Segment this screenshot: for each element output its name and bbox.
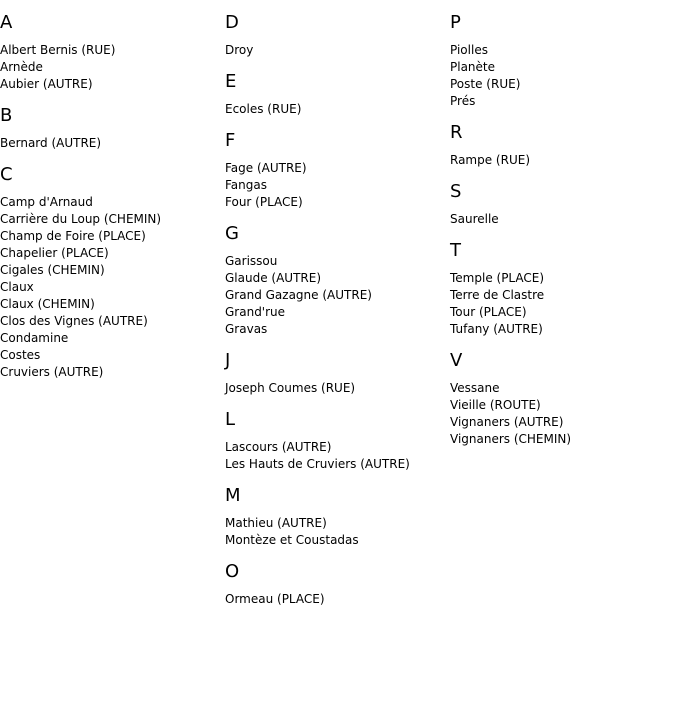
index-column-1	[0, 0, 225, 381]
street-item-glaude-autre: Glaude (AUTRE)	[225, 271, 322, 285]
letter-heading: R	[450, 122, 463, 143]
street-item-fage-autre: Fage (AUTRE)	[225, 161, 307, 175]
street-item-claux: Claux	[0, 280, 34, 294]
street-item-temple-place: Temple (PLACE)	[450, 271, 545, 285]
street-item-vessane: Vessane	[450, 381, 500, 395]
street-item-rampe-rue: Rampe (RUE)	[450, 153, 530, 167]
street-list	[225, 42, 450, 59]
letter-heading: G	[225, 223, 239, 244]
index-column-3	[450, 0, 675, 448]
street-item-planete: Planète	[450, 60, 495, 74]
letter-section-d	[225, 12, 450, 59]
street-item-gravas: Gravas	[225, 322, 268, 336]
letter-section-c	[0, 164, 225, 381]
street-item-bernard-autre: Bernard (AUTRE)	[0, 136, 102, 150]
street-item-grand-rue: Grand'rue	[225, 305, 286, 319]
street-item-vignaners-autre: Vignaners (AUTRE)	[450, 415, 564, 429]
street-item-poste-rue: Poste (RUE)	[450, 77, 521, 91]
street-list	[0, 42, 225, 93]
letter-section-a	[0, 12, 225, 93]
street-item-condamine: Condamine	[0, 331, 69, 345]
street-list	[450, 211, 675, 228]
street-item-grand-gazagne-autre: Grand Gazagne (AUTRE)	[225, 288, 372, 302]
street-item-albert-bernis-rue: Albert Bernis (RUE)	[0, 43, 116, 57]
letter-section-l	[225, 409, 450, 473]
letter-heading: L	[225, 409, 236, 430]
street-item-tufany-autre: Tufany (AUTRE)	[450, 322, 543, 336]
street-list	[225, 380, 450, 397]
street-item-camp-d-arnaud: Camp d'Arnaud	[0, 195, 93, 209]
street-item-saurelle: Saurelle	[450, 212, 499, 226]
street-list	[225, 101, 450, 118]
street-list	[450, 42, 675, 110]
street-item-carriere-du-loup-chemin: Carrière du Loup (CHEMIN)	[0, 212, 162, 226]
letter-section-t	[450, 240, 675, 338]
letter-heading: J	[225, 350, 231, 371]
letter-section-r	[450, 122, 675, 169]
street-list	[450, 380, 675, 448]
letter-heading: M	[225, 485, 241, 506]
street-item-lascours-autre: Lascours (AUTRE)	[225, 440, 332, 454]
letter-heading: P	[450, 12, 461, 33]
street-item-vieille-route: Vieille (ROUTE)	[450, 398, 541, 412]
street-item-vignaners-chemin: Vignaners (CHEMIN)	[450, 432, 572, 446]
street-item-chapelier-place: Chapelier (PLACE)	[0, 246, 109, 260]
letter-heading: S	[450, 181, 462, 202]
letter-section-g	[225, 223, 450, 338]
letter-heading: E	[225, 71, 237, 92]
letter-heading: A	[0, 12, 13, 33]
street-item-les-hauts-de-cruviers-autre: Les Hauts de Cruviers (AUTRE)	[225, 457, 410, 471]
street-list	[450, 270, 675, 338]
street-item-piolles: Piolles	[450, 43, 488, 57]
street-list	[225, 591, 450, 608]
street-list	[225, 160, 450, 211]
street-item-tour-place: Tour (PLACE)	[450, 305, 527, 319]
street-item-ecoles-rue: Ecoles (RUE)	[225, 102, 302, 116]
letter-section-o	[225, 561, 450, 608]
street-item-joseph-coumes-rue: Joseph Coumes (RUE)	[225, 381, 356, 395]
letter-section-e	[225, 71, 450, 118]
letter-heading: F	[225, 130, 236, 151]
letter-section-f	[225, 130, 450, 211]
street-item-cruviers-autre: Cruviers (AUTRE)	[0, 365, 104, 379]
street-item-champ-de-foire-place: Champ de Foire (PLACE)	[0, 229, 146, 243]
index-column-2	[225, 0, 450, 608]
street-item-clos-des-vignes-autre: Clos des Vignes (AUTRE)	[0, 314, 148, 328]
letter-section-v	[450, 350, 675, 448]
letter-section-b	[0, 105, 225, 152]
street-list	[0, 135, 225, 152]
letter-heading: B	[0, 105, 13, 126]
street-item-costes: Costes	[0, 348, 41, 362]
street-item-monteze-et-coustadas: Montèze et Coustadas	[225, 533, 359, 547]
street-item-claux-chemin: Claux (CHEMIN)	[0, 297, 95, 311]
letter-heading: O	[225, 561, 240, 582]
street-list	[225, 439, 450, 473]
street-list	[225, 515, 450, 549]
letter-section-p	[450, 12, 675, 110]
street-item-aubier-autre: Aubier (AUTRE)	[0, 77, 93, 91]
street-item-mathieu-autre: Mathieu (AUTRE)	[225, 516, 327, 530]
letter-heading: C	[0, 164, 13, 185]
letter-section-s	[450, 181, 675, 228]
letter-heading: V	[450, 350, 463, 371]
street-list	[450, 152, 675, 169]
street-item-terre-de-clastre: Terre de Clastre	[450, 288, 545, 302]
letter-heading: T	[450, 240, 461, 261]
street-item-garissou: Garissou	[225, 254, 278, 268]
street-item-ormeau-place: Ormeau (PLACE)	[225, 592, 325, 606]
street-item-droy: Droy	[225, 43, 254, 57]
street-item-pres: Prés	[450, 94, 476, 108]
street-item-arnede: Arnède	[0, 60, 43, 74]
street-list	[0, 194, 225, 381]
street-item-fangas: Fangas	[225, 178, 267, 192]
street-item-four-place: Four (PLACE)	[225, 195, 303, 209]
letter-section-j	[225, 350, 450, 397]
letter-section-m	[225, 485, 450, 549]
street-item-cigales-chemin: Cigales (CHEMIN)	[0, 263, 105, 277]
letter-heading: D	[225, 12, 239, 33]
street-list	[225, 253, 450, 338]
